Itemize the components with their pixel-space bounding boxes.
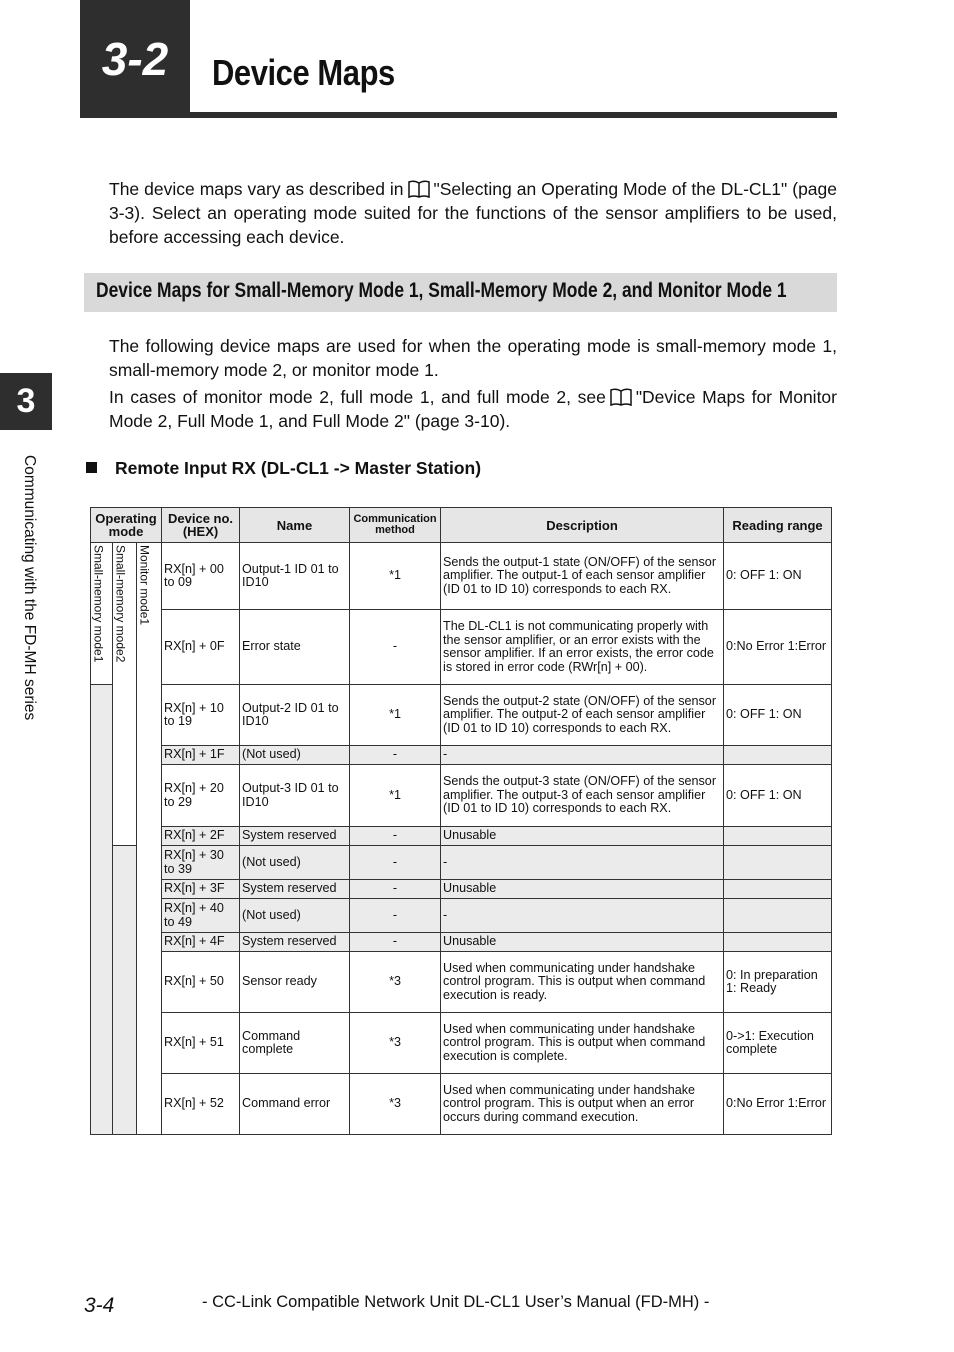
cell-device: RX[n] + 00 to 09 <box>162 543 240 610</box>
cell-device: RX[n] + 3F <box>162 880 240 899</box>
footer-text: - CC-Link Compatible Network Unit DL-CL1 User’s Manual (FD-MH) - <box>202 1293 710 1311</box>
cell-comm: - <box>350 746 441 765</box>
cell-comm: - <box>350 880 441 899</box>
table-heading-text: Remote Input RX (DL-CL1 -> Master Station) <box>115 458 482 478</box>
chapter-tab: 3 <box>0 373 52 430</box>
intro-paragraph <box>109 177 837 249</box>
mode-cell-empty <box>91 685 113 1135</box>
cell-desc: Unusable <box>441 880 724 899</box>
cell-name: Command complete <box>240 1013 350 1074</box>
cell-desc: Used when communicating under handshake control program. This is output when an error occurs during command execution. <box>441 1074 724 1135</box>
cell-range <box>724 746 832 765</box>
mode-label: Small-memory mode1 <box>91 545 106 663</box>
cell-name: Command error <box>240 1074 350 1135</box>
cell-name: Output-1 ID 01 to ID10 <box>240 543 350 610</box>
cell-device: RX[n] + 20 to 29 <box>162 765 240 827</box>
page-title: Device Maps <box>212 52 395 93</box>
mode-label: Monitor mode1 <box>137 545 152 626</box>
cell-range: 0->1: Execution complete <box>724 1013 832 1074</box>
intro-text-post: "Selecting an Operating Mode of the DL-CL1" (page 3-3). Select an operating mode suited for the functions of the sensor amplifiers to be used, before accessing each device. <box>109 179 837 247</box>
cell-desc: - <box>441 746 724 765</box>
cell-desc: - <box>441 846 724 880</box>
cell-comm: - <box>350 933 441 952</box>
cell-name: Sensor ready <box>240 952 350 1013</box>
mode-cell-small-memory-1 <box>91 543 113 685</box>
cell-comm: - <box>350 899 441 933</box>
table-heading <box>86 458 481 479</box>
cell-desc: Unusable <box>441 827 724 846</box>
device-map-table <box>90 507 832 1135</box>
subheading-text: Device Maps for Small-Memory Mode 1, Small-Memory Mode 2, and Monitor Mode 1 <box>96 279 787 302</box>
header-device-no: Device no. (HEX) <box>162 508 240 543</box>
book-reference-icon <box>408 180 430 198</box>
page-number: 3-4 <box>84 1294 115 1317</box>
cell-desc: Used when communicating under handshake control program. This is output when command execution is ready. <box>441 952 724 1013</box>
cell-comm: *3 <box>350 952 441 1013</box>
cell-desc: Sends the output-2 state (ON/OFF) of the sensor amplifier. The output-2 of each sensor amplifier (ID 01 to ID 10) corresponds to each RX. <box>441 685 724 746</box>
cell-desc: - <box>441 899 724 933</box>
cell-range: 0: In preparation 1: Ready <box>724 952 832 1013</box>
cell-range <box>724 880 832 899</box>
cell-name: (Not used) <box>240 846 350 880</box>
header-reading-range: Reading range <box>724 508 832 543</box>
cell-comm: *3 <box>350 1074 441 1135</box>
header-description: Description <box>441 508 724 543</box>
cell-comm: *1 <box>350 765 441 827</box>
cell-name: Error state <box>240 610 350 685</box>
cell-name: System reserved <box>240 880 350 899</box>
cell-device: RX[n] + 1F <box>162 746 240 765</box>
cell-device: RX[n] + 10 to 19 <box>162 685 240 746</box>
cell-range: 0:No Error 1:Error <box>724 1074 832 1135</box>
cell-name: Output-3 ID 01 to ID10 <box>240 765 350 827</box>
mode-label: Small-memory mode2 <box>113 545 128 663</box>
mode-cell-monitor-1 <box>137 543 162 1135</box>
cell-device: RX[n] + 4F <box>162 933 240 952</box>
cell-device: RX[n] + 2F <box>162 827 240 846</box>
cell-desc: Sends the output-1 state (ON/OFF) of the sensor amplifier. The output-1 of each sensor amplifier (ID 01 to ID 10) corresponds to each RX. <box>441 543 724 610</box>
cell-range: 0: OFF 1: ON <box>724 685 832 746</box>
section-number: 3-2 <box>80 0 190 118</box>
cell-comm: *1 <box>350 543 441 610</box>
cell-comm: *1 <box>350 685 441 746</box>
header-comm-method: Communication method <box>350 508 441 543</box>
mode-cell-small-memory-2 <box>113 543 137 846</box>
cell-range <box>724 846 832 880</box>
book-reference-icon <box>610 388 632 406</box>
cell-range <box>724 933 832 952</box>
intro-text-pre: The device maps vary as described in <box>109 179 404 199</box>
cell-name: System reserved <box>240 827 350 846</box>
paragraph-2 <box>109 385 837 433</box>
cell-name: (Not used) <box>240 746 350 765</box>
cell-device: RX[n] + 52 <box>162 1074 240 1135</box>
cell-comm: - <box>350 827 441 846</box>
header-operating-mode: Operating mode <box>91 508 162 543</box>
cell-range: 0: OFF 1: ON <box>724 765 832 827</box>
cell-range <box>724 899 832 933</box>
cell-device: RX[n] + 51 <box>162 1013 240 1074</box>
cell-desc: Used when communicating under handshake control program. This is output when command execution is complete. <box>441 1013 724 1074</box>
cell-range <box>724 827 832 846</box>
subheading-bar <box>84 273 837 312</box>
cell-device: RX[n] + 0F <box>162 610 240 685</box>
cell-device: RX[n] + 40 to 49 <box>162 899 240 933</box>
paragraph-2-pre: In cases of monitor mode 2, full mode 1, and full mode 2, see <box>109 387 606 407</box>
cell-desc: Unusable <box>441 933 724 952</box>
cell-range: 0: OFF 1: ON <box>724 543 832 610</box>
mode-cell-empty <box>113 846 137 1135</box>
cell-desc: The DL-CL1 is not communicating properly with the sensor amplifier, or an error exists with the sensor amplifier. If an error exists, the error code is stored in error code (RWr[n] + 00). <box>441 610 724 685</box>
paragraph-1: The following device maps are used for when the operating mode is small-memory mode 1, small-memory mode 2, or monitor mode 1. <box>109 336 837 380</box>
cell-comm: *3 <box>350 1013 441 1074</box>
cell-comm: - <box>350 846 441 880</box>
cell-desc: Sends the output-3 state (ON/OFF) of the sensor amplifier. The output-3 of each sensor amplifier (ID 01 to ID 10) corresponds to each RX. <box>441 765 724 827</box>
cell-device: RX[n] + 30 to 39 <box>162 846 240 880</box>
side-chapter-label: Communicating with the FD-MH series <box>21 455 38 721</box>
cell-device: RX[n] + 50 <box>162 952 240 1013</box>
cell-name: (Not used) <box>240 899 350 933</box>
paragraph-2-post: "Device Maps for Monitor Mode 2, Full Mode 1, and Full Mode 2" (page 3-10). <box>109 387 837 431</box>
header-name: Name <box>240 508 350 543</box>
cell-comm: - <box>350 610 441 685</box>
square-bullet-icon <box>86 462 97 473</box>
title-underline <box>80 112 837 118</box>
cell-name: System reserved <box>240 933 350 952</box>
cell-range: 0:No Error 1:Error <box>724 610 832 685</box>
cell-name: Output-2 ID 01 to ID10 <box>240 685 350 746</box>
